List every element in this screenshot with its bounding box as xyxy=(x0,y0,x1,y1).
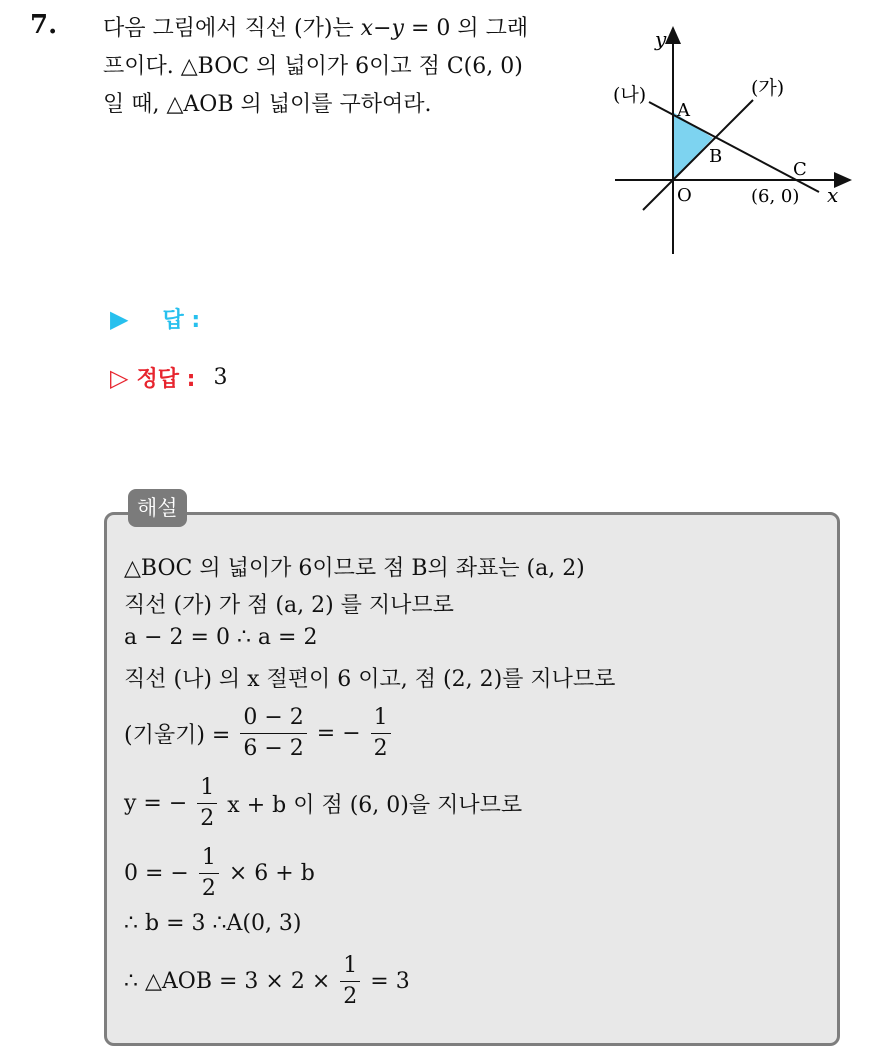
question-line-3: 일 때, △AOB 의 넓이를 구하여라. xyxy=(103,92,432,117)
question-line-1 xyxy=(103,10,593,48)
substitution-lhs: 0 = − xyxy=(124,861,189,886)
slope-fraction xyxy=(240,703,306,764)
solution-line-7 xyxy=(124,843,315,904)
question-line-1-math: x−y xyxy=(360,16,404,41)
solution-line-4: 직선 (나) 의 x 절편이 6 이고, 점 (2, 2)를 지나므로 xyxy=(124,667,616,692)
line-na-label: (나) xyxy=(613,84,647,106)
point-c-label: C xyxy=(793,159,807,180)
solution-line-1: △BOC 의 넓이가 6이므로 점 B의 좌표는 (a, 2) xyxy=(124,556,585,581)
question-line-1-text: 다음 그림에서 직선 (가)는 xyxy=(103,16,361,41)
equation-numerator: 1 xyxy=(197,773,217,804)
equation-rhs: x + b 이 점 (6, 0)을 지나므로 xyxy=(227,793,523,818)
substitution-rhs: × 6 + b xyxy=(228,861,315,886)
answer-row xyxy=(110,303,200,334)
substitution-fraction xyxy=(199,843,219,904)
slope-denominator: 6 − 2 xyxy=(243,736,304,761)
point-c-coordinate: (6, 0) xyxy=(751,186,800,207)
line-ga xyxy=(643,100,753,210)
correct-answer-label: 정답 : xyxy=(136,367,196,392)
slope-result-numerator: 1 xyxy=(371,703,391,734)
y-axis-label: y xyxy=(655,27,667,51)
solution-line-9 xyxy=(124,951,410,1012)
slope-result-fraction xyxy=(371,703,391,764)
question-number: 7. xyxy=(30,10,58,40)
solution-tag: 해설 xyxy=(128,489,187,527)
solution-line-5 xyxy=(124,703,394,764)
equation-lhs: y = − xyxy=(124,791,188,816)
area-lhs: ∴ △AOB = 3 × 2 × xyxy=(124,969,331,994)
point-a-label: A xyxy=(677,100,690,121)
answer-label: 답 : xyxy=(162,308,201,333)
equation-denominator: 2 xyxy=(200,806,215,831)
answer-marker-icon: ▶ xyxy=(110,304,129,333)
solution-line-3: a − 2 = 0 ∴ a = 2 xyxy=(124,625,318,650)
slope-result-denominator: 2 xyxy=(373,736,388,761)
slope-label: (기울기) = xyxy=(124,723,231,748)
area-denominator: 2 xyxy=(343,984,358,1009)
substitution-denominator: 2 xyxy=(201,876,216,901)
question-line-1-tail: = 0 의 그래 xyxy=(403,16,529,41)
line-ga-label: (가) xyxy=(751,77,785,99)
correct-marker-icon: ▷ xyxy=(110,363,129,392)
area-fraction xyxy=(340,951,360,1012)
solution-line-2: 직선 (가) 가 점 (a, 2) 를 지나므로 xyxy=(124,593,454,618)
solution-line-6 xyxy=(124,773,522,834)
equation-fraction xyxy=(197,773,217,834)
correct-answer-value: 3 xyxy=(213,365,228,390)
solution-line-8: ∴ b = 3 ∴A(0, 3) xyxy=(124,911,302,936)
slope-numerator: 0 − 2 xyxy=(240,703,306,734)
coordinate-graph xyxy=(605,22,855,257)
area-result: = 3 xyxy=(370,969,410,994)
point-b-label: B xyxy=(709,146,723,167)
slope-equals: = − xyxy=(316,721,361,746)
substitution-numerator: 1 xyxy=(199,843,219,874)
question-line-2: 프이다. △BOC 의 넓이가 6이고 점 C(6, 0) xyxy=(103,54,523,79)
question-text xyxy=(103,10,593,124)
point-o-label: O xyxy=(677,185,692,206)
x-axis-label: x xyxy=(827,183,839,207)
correct-answer-row xyxy=(110,362,227,393)
area-numerator: 1 xyxy=(340,951,360,982)
